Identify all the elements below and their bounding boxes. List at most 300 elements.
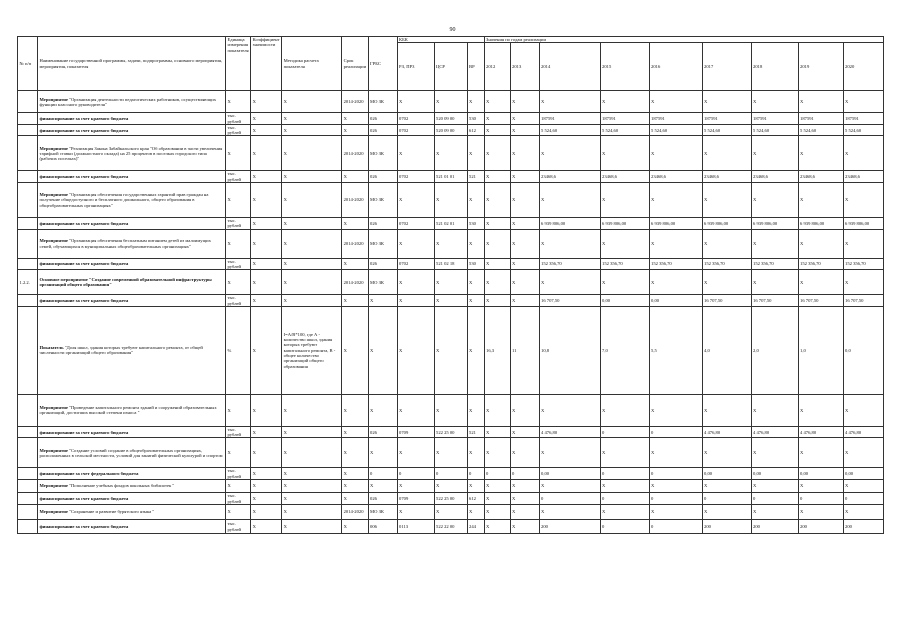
row-year-value: 0 xyxy=(751,493,798,505)
row-year-value: X xyxy=(843,270,883,295)
row-method: X xyxy=(282,480,342,493)
row-year-value: 16 707,50 xyxy=(843,295,883,307)
row-year-value: 0 xyxy=(649,426,702,438)
table-row xyxy=(18,426,884,438)
row-year-value: X xyxy=(751,229,798,258)
row-term: 2014-2020 xyxy=(342,91,368,113)
row-term: X xyxy=(342,493,368,505)
row-csr: X xyxy=(434,438,467,468)
row-year-value: 5 524,60 xyxy=(843,124,883,136)
row-unit: тыс. рублей xyxy=(226,520,251,534)
row-year-value: X xyxy=(843,136,883,171)
row-year-value: X xyxy=(484,394,510,426)
row-coef: X xyxy=(251,480,282,493)
table-row xyxy=(18,306,884,394)
row-unit: тыс. рублей xyxy=(226,426,251,438)
row-name xyxy=(38,426,226,438)
row-rzpr: 0113 xyxy=(397,520,434,534)
row-name xyxy=(38,493,226,505)
row-coef: X xyxy=(251,493,282,505)
row-name xyxy=(38,229,226,258)
row-coef: X xyxy=(251,229,282,258)
row-year-value: 4 476,80 xyxy=(751,426,798,438)
table-row xyxy=(18,295,884,307)
row-num xyxy=(18,295,38,307)
row-num xyxy=(18,218,38,230)
row-year-value: 0 xyxy=(649,520,702,534)
row-year-value: 0,00 xyxy=(702,468,751,480)
row-year-value: 1,0 xyxy=(798,306,843,394)
row-num xyxy=(18,91,38,113)
row-year-value: 16 707,50 xyxy=(539,295,600,307)
row-grbs: МО ЗК xyxy=(368,229,397,258)
row-name-text: "Организация деятельности педагогических работников, осуществляющих функции классного руководителя" xyxy=(39,96,217,107)
row-year-value: 4 476,80 xyxy=(798,426,843,438)
row-year-value: 16,3 xyxy=(484,306,510,394)
row-year-value: X xyxy=(600,183,649,218)
row-term: 2014-2020 xyxy=(342,183,368,218)
table-row xyxy=(18,480,884,493)
row-rzpr: 0702 xyxy=(397,124,434,136)
table-row xyxy=(18,438,884,468)
row-year-value: 0 xyxy=(600,493,649,505)
row-name-text: "Реализация Закона Забайкальского края "Об образовании в части увеличения тарифной ставки (должностного оклада) на 25 процентов в поселках городского типа (рабочих поселках)" xyxy=(39,145,223,162)
table-row xyxy=(18,113,884,125)
row-year-value: X xyxy=(843,480,883,493)
row-year-value: X xyxy=(751,183,798,218)
row-name-lead: Показатель xyxy=(39,345,64,351)
row-method: X xyxy=(282,520,342,534)
row-year-value: 0 xyxy=(649,468,702,480)
table-row xyxy=(18,218,884,230)
row-term: X xyxy=(342,438,368,468)
row-year-value: 187591 xyxy=(751,113,798,125)
row-term: X xyxy=(342,218,368,230)
row-rzpr: X xyxy=(397,91,434,113)
row-num xyxy=(18,229,38,258)
row-vr: X xyxy=(467,505,484,520)
row-term: X xyxy=(342,480,368,493)
row-year-value: X xyxy=(649,136,702,171)
row-rzpr: X xyxy=(397,306,434,394)
row-year-value: X xyxy=(510,91,539,113)
row-year-value: 0 xyxy=(600,520,649,534)
row-year-value: X xyxy=(539,438,600,468)
row-num xyxy=(18,520,38,534)
row-name-lead: финансирование за счет федерального бюджета xyxy=(39,471,139,477)
row-grbs: 026 xyxy=(368,113,397,125)
table-row xyxy=(18,270,884,295)
row-name-lead: Мероприятие xyxy=(39,96,68,102)
row-unit: X xyxy=(226,394,251,426)
row-rzpr: 0 xyxy=(397,468,434,480)
row-vr: X xyxy=(467,480,484,493)
row-coef: X xyxy=(251,91,282,113)
row-year-value: X xyxy=(649,505,702,520)
header-rzpr: РЗ, ПР3 xyxy=(397,43,434,91)
row-year-value: 152 356,70 xyxy=(843,258,883,270)
row-num xyxy=(18,438,38,468)
row-csr: X xyxy=(434,183,467,218)
row-year-value: X xyxy=(484,229,510,258)
row-unit: X xyxy=(226,438,251,468)
row-year-value: 0 xyxy=(539,493,600,505)
row-year-value: X xyxy=(649,394,702,426)
row-grbs: 026 xyxy=(368,426,397,438)
row-csr: 522 25 00 xyxy=(434,426,467,438)
row-vr: 530 xyxy=(467,258,484,270)
row-year-value: 23468,6 xyxy=(798,171,843,183)
header-term: Срок реализации xyxy=(342,37,368,91)
row-term: X xyxy=(342,171,368,183)
row-grbs: 026 xyxy=(368,218,397,230)
row-year-value: X xyxy=(539,91,600,113)
row-unit: тыс. рублей xyxy=(226,171,251,183)
row-grbs: 0 xyxy=(368,468,397,480)
row-year-value: X xyxy=(484,183,510,218)
row-year-value: 5,5 xyxy=(649,306,702,394)
header-year: 2016 xyxy=(649,43,702,91)
row-csr: 521 02 18 xyxy=(434,258,467,270)
row-name xyxy=(38,218,226,230)
row-num xyxy=(18,171,38,183)
row-coef: X xyxy=(251,171,282,183)
row-term: 2014-2020 xyxy=(342,270,368,295)
row-year-value: X xyxy=(484,258,510,270)
row-term: X xyxy=(342,113,368,125)
row-method: X xyxy=(282,258,342,270)
row-year-value: X xyxy=(751,136,798,171)
row-year-value: 5 524,60 xyxy=(751,124,798,136)
row-method: X xyxy=(282,218,342,230)
row-rzpr: 0702 xyxy=(397,171,434,183)
row-year-value: X xyxy=(649,91,702,113)
row-year-value: X xyxy=(510,426,539,438)
row-year-value: X xyxy=(510,124,539,136)
row-unit: тыс. рублей xyxy=(226,124,251,136)
row-method: X xyxy=(282,505,342,520)
row-year-value: X xyxy=(484,113,510,125)
row-name-lead: Основное мероприятие "Создание современной образовательной инфраструктуры организаций общего образования" xyxy=(39,276,212,288)
row-term: X xyxy=(342,124,368,136)
row-csr: X xyxy=(434,270,467,295)
row-rzpr: X xyxy=(397,136,434,171)
row-year-value: 0 xyxy=(600,468,649,480)
row-unit: тыс. рублей xyxy=(226,493,251,505)
program-table xyxy=(17,36,884,534)
row-year-value: X xyxy=(510,520,539,534)
header-years-group: Значения по годам реализации xyxy=(484,37,883,43)
row-coef: X xyxy=(251,183,282,218)
row-name-lead: Мероприятие xyxy=(39,405,68,411)
row-unit: % xyxy=(226,306,251,394)
row-unit: X xyxy=(226,505,251,520)
row-vr: 530 xyxy=(467,218,484,230)
row-vr: 244 xyxy=(467,520,484,534)
row-unit: тыс. рублей xyxy=(226,218,251,230)
row-year-value: X xyxy=(510,258,539,270)
row-csr: X xyxy=(434,295,467,307)
row-name xyxy=(38,480,226,493)
row-name-text: "Пополнение учебных фондов школьных библиотек " xyxy=(67,483,175,489)
row-unit: X xyxy=(226,229,251,258)
header-unit: Единица измерения показателя xyxy=(226,37,251,91)
row-name-lead: Мероприятие xyxy=(39,238,68,244)
row-rzpr: X xyxy=(397,183,434,218)
row-vr: X xyxy=(467,229,484,258)
row-year-value: 0 xyxy=(510,468,539,480)
row-year-value: 200 xyxy=(843,520,883,534)
row-year-value: 200 xyxy=(798,520,843,534)
row-rzpr: X xyxy=(397,438,434,468)
header-year: 2019 xyxy=(798,43,843,91)
table-row xyxy=(18,124,884,136)
row-year-value: X xyxy=(798,91,843,113)
row-coef: X xyxy=(251,258,282,270)
row-csr: 522 22 00 xyxy=(434,520,467,534)
row-coef: X xyxy=(251,270,282,295)
row-year-value: X xyxy=(539,394,600,426)
row-year-value: 0 xyxy=(484,468,510,480)
row-year-value: X xyxy=(649,183,702,218)
row-grbs: МО ЗК xyxy=(368,270,397,295)
header-year: 2015 xyxy=(600,43,649,91)
row-year-value: X xyxy=(510,113,539,125)
row-name-lead: финансирование за счет краевого бюджета xyxy=(39,220,129,226)
row-year-value: X xyxy=(484,218,510,230)
row-year-value: X xyxy=(600,229,649,258)
row-year-value: 0,00 xyxy=(649,295,702,307)
row-year-value: X xyxy=(751,480,798,493)
row-term: 2014-2020 xyxy=(342,505,368,520)
row-vr: X xyxy=(467,306,484,394)
row-grbs: X xyxy=(368,295,397,307)
row-num xyxy=(18,136,38,171)
row-coef: X xyxy=(251,124,282,136)
row-method: X xyxy=(282,91,342,113)
row-year-value: X xyxy=(510,505,539,520)
row-year-value: X xyxy=(843,229,883,258)
row-year-value: X xyxy=(484,270,510,295)
row-year-value: X xyxy=(539,480,600,493)
row-term: X xyxy=(342,520,368,534)
row-num xyxy=(18,493,38,505)
row-unit: тыс. рублей xyxy=(226,295,251,307)
row-rzpr: X xyxy=(397,480,434,493)
row-term: X xyxy=(342,426,368,438)
row-method: X xyxy=(282,183,342,218)
row-year-value: 6 939 806,00 xyxy=(539,218,600,230)
row-coef: X xyxy=(251,505,282,520)
row-name xyxy=(38,124,226,136)
row-year-value: X xyxy=(600,136,649,171)
row-year-value: X xyxy=(843,183,883,218)
row-grbs: МО ЗК xyxy=(368,91,397,113)
row-num xyxy=(18,468,38,480)
row-year-value: X xyxy=(702,183,751,218)
row-year-value: 23468,6 xyxy=(539,171,600,183)
row-year-value: X xyxy=(484,91,510,113)
row-vr: X xyxy=(467,183,484,218)
row-year-value: X xyxy=(484,171,510,183)
row-year-value: 16 707,50 xyxy=(798,295,843,307)
row-csr: X xyxy=(434,229,467,258)
row-grbs: X xyxy=(368,306,397,394)
row-year-value: 187591 xyxy=(843,113,883,125)
row-grbs: X xyxy=(368,394,397,426)
row-csr: X xyxy=(434,505,467,520)
row-year-value: X xyxy=(539,136,600,171)
row-name-lead: финансирование за счет краевого бюджета xyxy=(39,429,129,435)
row-csr: 521 01 01 xyxy=(434,171,467,183)
table-row xyxy=(18,520,884,534)
row-year-value: 0,00 xyxy=(751,468,798,480)
row-name-lead: финансирование за счет краевого бюджета xyxy=(39,174,129,180)
row-rzpr: X xyxy=(397,270,434,295)
row-year-value: X xyxy=(600,438,649,468)
row-year-value: 187591 xyxy=(649,113,702,125)
row-year-value: X xyxy=(484,520,510,534)
row-method: X xyxy=(282,493,342,505)
table-row xyxy=(18,229,884,258)
row-coef: X xyxy=(251,438,282,468)
row-year-value: X xyxy=(539,183,600,218)
row-csr: X xyxy=(434,394,467,426)
row-csr: 520 09 00 xyxy=(434,124,467,136)
row-term: X xyxy=(342,306,368,394)
row-num xyxy=(18,426,38,438)
row-year-value: X xyxy=(843,438,883,468)
row-term: X xyxy=(342,394,368,426)
row-year-value: X xyxy=(649,229,702,258)
row-name-lead: финансирование за счет краевого бюджета xyxy=(39,127,129,133)
row-year-value: 23468,6 xyxy=(600,171,649,183)
row-year-value: X xyxy=(510,394,539,426)
row-year-value: X xyxy=(751,91,798,113)
row-year-value: 0 xyxy=(798,493,843,505)
header-year: 2018 xyxy=(751,43,798,91)
header-kbk: КБК xyxy=(397,37,484,43)
row-year-value: 23468,6 xyxy=(751,171,798,183)
row-year-value: X xyxy=(702,229,751,258)
row-year-value: X xyxy=(484,295,510,307)
row-method: X xyxy=(282,468,342,480)
row-year-value: X xyxy=(649,438,702,468)
row-rzpr: X xyxy=(397,505,434,520)
row-name xyxy=(38,171,226,183)
row-year-value: X xyxy=(798,136,843,171)
row-grbs: X xyxy=(368,438,397,468)
row-year-value: X xyxy=(484,505,510,520)
row-vr: X xyxy=(467,270,484,295)
row-year-value: X xyxy=(702,480,751,493)
row-year-value: 4 476,80 xyxy=(843,426,883,438)
row-term: 2014-2020 xyxy=(342,136,368,171)
row-year-value: 5 524,60 xyxy=(798,124,843,136)
row-method: X xyxy=(282,171,342,183)
header-year: 2013 xyxy=(510,43,539,91)
row-year-value: X xyxy=(751,270,798,295)
row-year-value: 152 356,70 xyxy=(649,258,702,270)
row-year-value: 23468,6 xyxy=(702,171,751,183)
row-year-value: 5 524,60 xyxy=(702,124,751,136)
row-year-value: 0,00 xyxy=(539,468,600,480)
row-name xyxy=(38,306,226,394)
row-name xyxy=(38,91,226,113)
row-year-value: X xyxy=(702,270,751,295)
row-year-value: X xyxy=(751,394,798,426)
row-coef: X xyxy=(251,306,282,394)
row-term: X xyxy=(342,295,368,307)
row-year-value: X xyxy=(798,270,843,295)
row-grbs: 006 xyxy=(368,520,397,534)
row-name-lead: Мероприятие xyxy=(39,192,68,198)
row-coef: X xyxy=(251,468,282,480)
row-method: X xyxy=(282,124,342,136)
row-year-value: 6 939 806,00 xyxy=(798,218,843,230)
row-unit: X xyxy=(226,91,251,113)
row-method: I=A/B*100, где А - количество школ, здания которых требуют капитального ремонта, В - общее количество организаций общего образования xyxy=(282,306,342,394)
row-year-value: 5 524,60 xyxy=(600,124,649,136)
row-year-value: X xyxy=(510,480,539,493)
row-method: X xyxy=(282,426,342,438)
row-year-value: 5 524,60 xyxy=(539,124,600,136)
row-name xyxy=(38,438,226,468)
row-year-value: X xyxy=(702,505,751,520)
row-year-value: 16 707,50 xyxy=(702,295,751,307)
row-year-value: 187591 xyxy=(702,113,751,125)
row-num xyxy=(18,113,38,125)
row-vr: 530 xyxy=(467,113,484,125)
row-year-value: X xyxy=(510,136,539,171)
row-year-value: 0,00 xyxy=(600,295,649,307)
row-num: 1.2.2. xyxy=(18,270,38,295)
row-year-value: X xyxy=(843,91,883,113)
row-year-value: X xyxy=(751,505,798,520)
row-vr: 521 xyxy=(467,171,484,183)
row-grbs: X xyxy=(368,480,397,493)
row-year-value: 2,0 xyxy=(751,306,798,394)
row-num xyxy=(18,394,38,426)
row-num xyxy=(18,258,38,270)
row-year-value: 0,00 xyxy=(798,468,843,480)
row-name xyxy=(38,394,226,426)
row-name xyxy=(38,505,226,520)
row-num xyxy=(18,505,38,520)
row-vr: X xyxy=(467,91,484,113)
row-csr: X xyxy=(434,306,467,394)
row-year-value: 187591 xyxy=(539,113,600,125)
row-grbs: 026 xyxy=(368,493,397,505)
row-vr: X xyxy=(467,136,484,171)
header-method: Методика расчета показателя xyxy=(282,37,342,91)
row-year-value: 4 476,80 xyxy=(702,426,751,438)
table-row xyxy=(18,91,884,113)
row-year-value: 0,00 xyxy=(843,468,883,480)
row-year-value: X xyxy=(702,136,751,171)
table-row xyxy=(18,258,884,270)
row-year-value: X xyxy=(484,480,510,493)
row-grbs: 026 xyxy=(368,171,397,183)
row-unit: тыс. рублей xyxy=(226,113,251,125)
row-year-value: X xyxy=(600,505,649,520)
row-year-value: X xyxy=(843,394,883,426)
table-row xyxy=(18,183,884,218)
header-year: 2014 xyxy=(539,43,600,91)
row-year-value: X xyxy=(751,438,798,468)
row-name xyxy=(38,258,226,270)
row-method: X xyxy=(282,113,342,125)
